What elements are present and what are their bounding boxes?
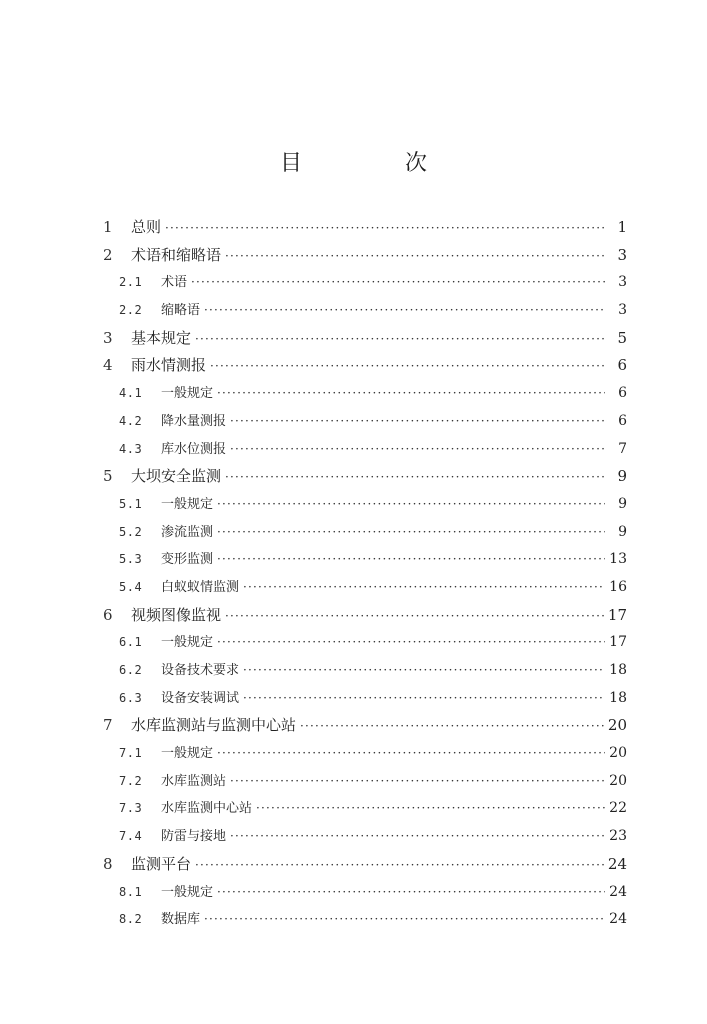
toc-dot-leader [195, 326, 605, 354]
toc-entry-label: 雨水情测报 [131, 356, 207, 375]
toc-entry-label: 设备安装调试 [161, 690, 240, 706]
toc-section-entry[interactable] [103, 629, 627, 657]
toc-entry-number: 7.4 [119, 829, 143, 844]
toc-dot-leader [243, 657, 605, 685]
toc-dot-leader [195, 852, 604, 880]
toc-dot-leader [243, 574, 605, 602]
toc-section-entry[interactable] [103, 574, 627, 602]
toc-entry-number: 4 [103, 356, 113, 375]
toc-entry-label: 变形监测 [161, 552, 214, 568]
toc-section-entry[interactable] [103, 269, 627, 297]
toc-entry-label: 水库监测站与监测中心站 [131, 716, 297, 735]
toc-section-entry[interactable] [103, 795, 627, 823]
toc-entry-label: 术语 [161, 275, 188, 291]
toc-dot-leader [230, 768, 605, 796]
toc-section-entry[interactable] [103, 657, 627, 685]
toc-section-entry[interactable] [103, 491, 627, 519]
toc-entry-number: 2.1 [119, 275, 143, 290]
toc-dot-leader [256, 795, 605, 823]
toc-entry-page-number: 9 [617, 467, 627, 486]
toc-entry-number: 6 [103, 605, 113, 624]
toc-entry-page-number: 18 [609, 689, 627, 706]
toc-chapter-entry[interactable] [103, 851, 627, 879]
toc-entry-label: 渗流监测 [161, 524, 214, 540]
toc-section-entry[interactable] [103, 879, 627, 907]
toc-entry-page-number: 20 [607, 716, 627, 735]
toc-entry-number: 4.1 [119, 386, 143, 401]
toc-chapter-entry[interactable] [103, 602, 627, 630]
toc-dot-leader [230, 823, 605, 851]
toc-dot-leader [300, 713, 604, 741]
toc-chapter-entry[interactable] [103, 712, 627, 740]
toc-dot-leader [230, 436, 605, 464]
toc-dot-leader [165, 215, 605, 243]
toc-entry-label: 监测平台 [131, 854, 192, 873]
toc-entry-number: 7.3 [119, 801, 143, 816]
toc-entry-label: 基本规定 [131, 328, 192, 347]
toc-entry-label: 一般规定 [161, 635, 214, 651]
toc-entry-label: 一般规定 [161, 884, 214, 900]
toc-section-entry[interactable] [103, 906, 627, 934]
toc-entry-number: 7 [103, 716, 113, 735]
toc-dot-leader [191, 269, 605, 297]
toc-dot-leader [210, 353, 605, 381]
toc-entry-label: 水库监测站 [161, 773, 227, 789]
toc-dot-leader [217, 740, 605, 768]
toc-entry-page-number: 16 [609, 578, 627, 595]
toc-entry-page-number: 22 [609, 800, 627, 817]
toc-entry-page-number: 3 [618, 302, 627, 319]
toc-entry-page-number: 1 [617, 218, 627, 236]
toc-entry-number: 6.3 [119, 690, 143, 705]
toc-dot-leader [217, 519, 605, 547]
toc-entry-number: 5.3 [119, 552, 143, 567]
toc-chapter-entry[interactable] [103, 463, 627, 491]
toc-entry-page-number: 9 [618, 523, 627, 540]
toc-entry-number: 2.2 [119, 303, 143, 318]
toc-entry-page-number: 5 [617, 328, 627, 347]
toc-entry-number: 7.1 [119, 746, 143, 761]
toc-entry-number: 8.1 [119, 884, 143, 899]
toc-entry-label: 设备技术要求 [161, 663, 240, 678]
toc-section-entry[interactable] [103, 768, 627, 796]
toc-entry-number: 8.2 [119, 912, 143, 927]
toc-entry-number: 3 [103, 328, 113, 347]
toc-entry-page-number: 3 [618, 274, 627, 291]
toc-entry-label: 视频图像监视 [131, 605, 222, 624]
toc-dot-leader [217, 546, 605, 574]
toc-dot-leader [217, 879, 605, 907]
toc-entry-page-number: 20 [609, 772, 627, 789]
toc-section-entry[interactable] [103, 546, 627, 574]
toc-entry-number: 5.1 [119, 496, 143, 511]
toc-entry-number: 5.4 [119, 579, 143, 594]
toc-entry-label: 缩略语 [161, 303, 201, 319]
toc-dot-leader [225, 464, 605, 492]
toc-chapter-entry[interactable] [103, 352, 627, 380]
toc-entry-number: 6.1 [119, 635, 143, 650]
toc-entry-page-number: 6 [617, 356, 627, 375]
toc-section-entry[interactable] [103, 685, 627, 713]
toc-dot-leader [217, 380, 605, 408]
toc-section-entry[interactable] [103, 408, 627, 436]
toc-entry-label: 白蚁蚁情监测 [161, 579, 240, 595]
toc-entry-page-number: 18 [609, 662, 627, 678]
toc-entry-page-number: 20 [609, 745, 627, 762]
toc-entry-page-number: 6 [618, 412, 627, 429]
toc-entry-label: 防雷与接地 [161, 829, 227, 845]
toc-entry-number: 5.2 [119, 524, 143, 539]
toc-entry-page-number: 23 [609, 828, 627, 845]
toc-dot-leader [243, 685, 605, 713]
toc-dot-leader [230, 408, 605, 436]
toc-section-entry[interactable] [103, 519, 627, 547]
toc-dot-leader [204, 906, 605, 934]
toc-entry-number: 7.2 [119, 773, 143, 788]
toc-entry-page-number: 13 [609, 551, 627, 568]
toc-section-entry[interactable] [103, 823, 627, 851]
toc-entry-number: 5 [103, 467, 113, 486]
toc-section-entry[interactable] [103, 436, 627, 464]
toc-entry-number: 2 [103, 245, 113, 264]
toc-entry-number: 6.2 [119, 663, 143, 677]
toc-entry-page-number: 9 [618, 495, 627, 512]
toc-dot-leader [217, 491, 605, 519]
toc-entry-page-number: 6 [618, 385, 627, 402]
toc-section-entry[interactable] [103, 380, 627, 408]
toc-chapter-entry[interactable] [103, 325, 627, 353]
toc-dot-leader [225, 243, 605, 271]
toc-entry-label: 术语和缩略语 [131, 245, 222, 264]
table-of-contents [103, 214, 627, 934]
toc-entry-label: 库水位测报 [161, 441, 227, 457]
toc-entry-page-number: 17 [609, 634, 627, 651]
toc-section-entry[interactable] [103, 297, 627, 325]
toc-dot-leader [217, 629, 605, 657]
toc-chapter-entry[interactable] [103, 214, 627, 242]
toc-entry-label: 一般规定 [161, 386, 214, 402]
toc-entry-label: 水库监测中心站 [161, 801, 253, 817]
toc-entry-page-number: 3 [617, 245, 627, 264]
toc-entry-label: 总则 [131, 218, 162, 236]
toc-entry-page-number: 7 [618, 440, 627, 457]
toc-entry-page-number: 24 [609, 911, 627, 928]
toc-entry-label: 一般规定 [161, 496, 214, 512]
toc-entry-number: 8 [103, 854, 113, 873]
toc-entry-label: 数据库 [161, 912, 201, 928]
toc-entry-page-number: 17 [607, 605, 627, 624]
toc-entry-number: 4.2 [119, 413, 143, 428]
toc-dot-leader [204, 297, 605, 325]
toc-entry-number: 4.3 [119, 441, 143, 456]
toc-entry-label: 大坝安全监测 [131, 467, 222, 486]
toc-entry-number: 1 [103, 218, 113, 236]
toc-entry-label: 降水量测报 [161, 413, 227, 429]
toc-dot-leader [225, 603, 604, 631]
toc-entry-label: 一般规定 [161, 746, 214, 762]
toc-chapter-entry[interactable] [103, 242, 627, 270]
page-title: 目 次 [280, 151, 475, 176]
toc-entry-page-number: 24 [609, 883, 627, 900]
toc-entry-page-number: 24 [607, 854, 627, 873]
toc-section-entry[interactable] [103, 740, 627, 768]
